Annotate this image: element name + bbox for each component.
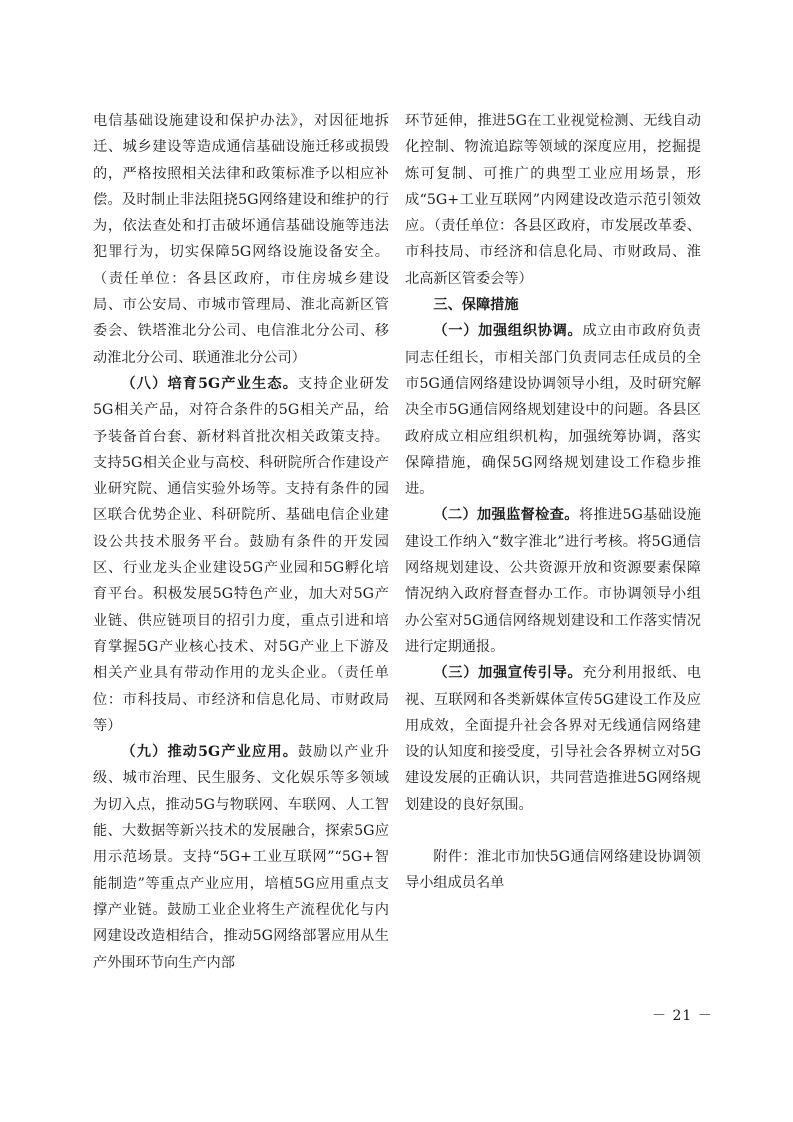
section-9-body: 鼓励以产业升级、城市治理、民生服务、文化娱乐等多领域为切入点，推动5G与物联网、车联网、人工智能、大数据等新兴技术的发展融合，探索5G应用示范场景。支持“5G+工业互联网”“5G+智能制造”等重点产业应用，培植5G应用重点支撑产业链。鼓励工业企业将生产流程优化与内网建设改造相结合，推动5G网络部署应用从生产外围环节向生产内部 — [93, 744, 389, 971]
measure-1-paragraph — [405, 318, 701, 502]
measure-3-title: （三）加强宣传引导。 — [433, 665, 583, 682]
section-3-heading: 三、保障措施 — [433, 297, 519, 314]
section-9-title: （九）推动5G产业应用。 — [121, 744, 299, 761]
page-number: － 21 － — [652, 1008, 713, 1024]
paragraph-industrial-application: 环节延伸，推进5G在工业视觉检测、无线自动化控制、物流追踪等领域的深度应用，挖掘提炼可复制、可推广的典型工业应用场景，形成“5G+工业互联网”内网建设改造示范引领效应。（责任单位：各县区政府，市发展改革委、市科技局、市经济和信息化局、市财政局、淮北高新区管委会等） — [405, 113, 701, 287]
left-column — [93, 108, 389, 976]
measure-1-title: （一）加强组织协调。 — [433, 323, 583, 340]
measure-3-paragraph — [405, 660, 701, 818]
paragraph-infrastructure-protection: 电信基础设施建设和保护办法》，对因征地拆迁、城乡建设等造成通信基础设施迁移或损毁的，严格按照相关法律和政策标准予以相应补偿。及时制止非法阻挠5G网络建设和维护的行为，依法查处和打击破坏通信基础设施等违法犯罪行为，切实保障5G网络设施设备安全。（责任单位：各县区政府，市住房城乡建设局、市公安局、市城市管理局、淮北高新区管委会、铁塔淮北分公司、电信淮北分公司、移动淮北分公司、联通淮北分公司） — [93, 113, 389, 366]
section-8-body: 支持企业研发5G相关产品，对符合条件的5G相关产品，给予装备首台套、新材料首批次相关政策支持。支持5G相关企业与高校、科研院所合作建设产业研究院、通信实验外场等。支持有条件的园区联合优势企业、科研院所、基础电信企业建设公共技术服务平台。鼓励有条件的开发园区、行业龙头企业建设5G产业园和5G孵化培育平台。积极发展5G特色产业，加大对5G产业链、供应链项目的招引力度，重点引进和培育掌握5G产业核心技术、对5G产业上下游及相关产业具有带动作用的龙头企业。（责任单位：市科技局、市经济和信息化局、市财政局等） — [93, 375, 389, 734]
section-8-title: （八）培育5G产业生态。 — [121, 375, 299, 392]
measure-2-title: （二）加强监督检查。 — [433, 507, 579, 524]
right-column — [405, 108, 701, 897]
measure-2-paragraph — [405, 502, 701, 660]
measure-2-body: 将推进5G基础设施建设工作纳入“数字淮北”进行考核。将5G通信网络规划建设、公共资源开放和资源要素保障情况纳入政府督查督办工作。市协调领导小组办公室对5G通信网络规划建设和工作落实情况进行定期通报。 — [405, 507, 701, 655]
section-9-paragraph — [93, 739, 389, 976]
section-8-paragraph — [93, 371, 389, 739]
attachment-note: 附件：淮北市加快5G通信网络建设协调领导小组成员名单 — [405, 849, 701, 892]
measure-1-body: 成立由市政府负责同志任组长，市相关部门负责同志任成员的全市5G通信网络建设协调领导小组，及时研究解决全市5G通信网络规划建设中的问题。各县区政府成立相应组织机构，加强统筹协调，落实保障措施，确保5G网络规划建设工作稳步推进。 — [405, 323, 701, 498]
measure-3-body: 充分利用报纸、电视、互联网和各类新媒体宣传5G建设工作及应用成效，全面提升社会各界对无线通信网络建设的认知度和接受度，引导社会各界树立对5G建设发展的正确认识，共同营造推进5G网络规划建设的良好氛围。 — [405, 665, 701, 813]
